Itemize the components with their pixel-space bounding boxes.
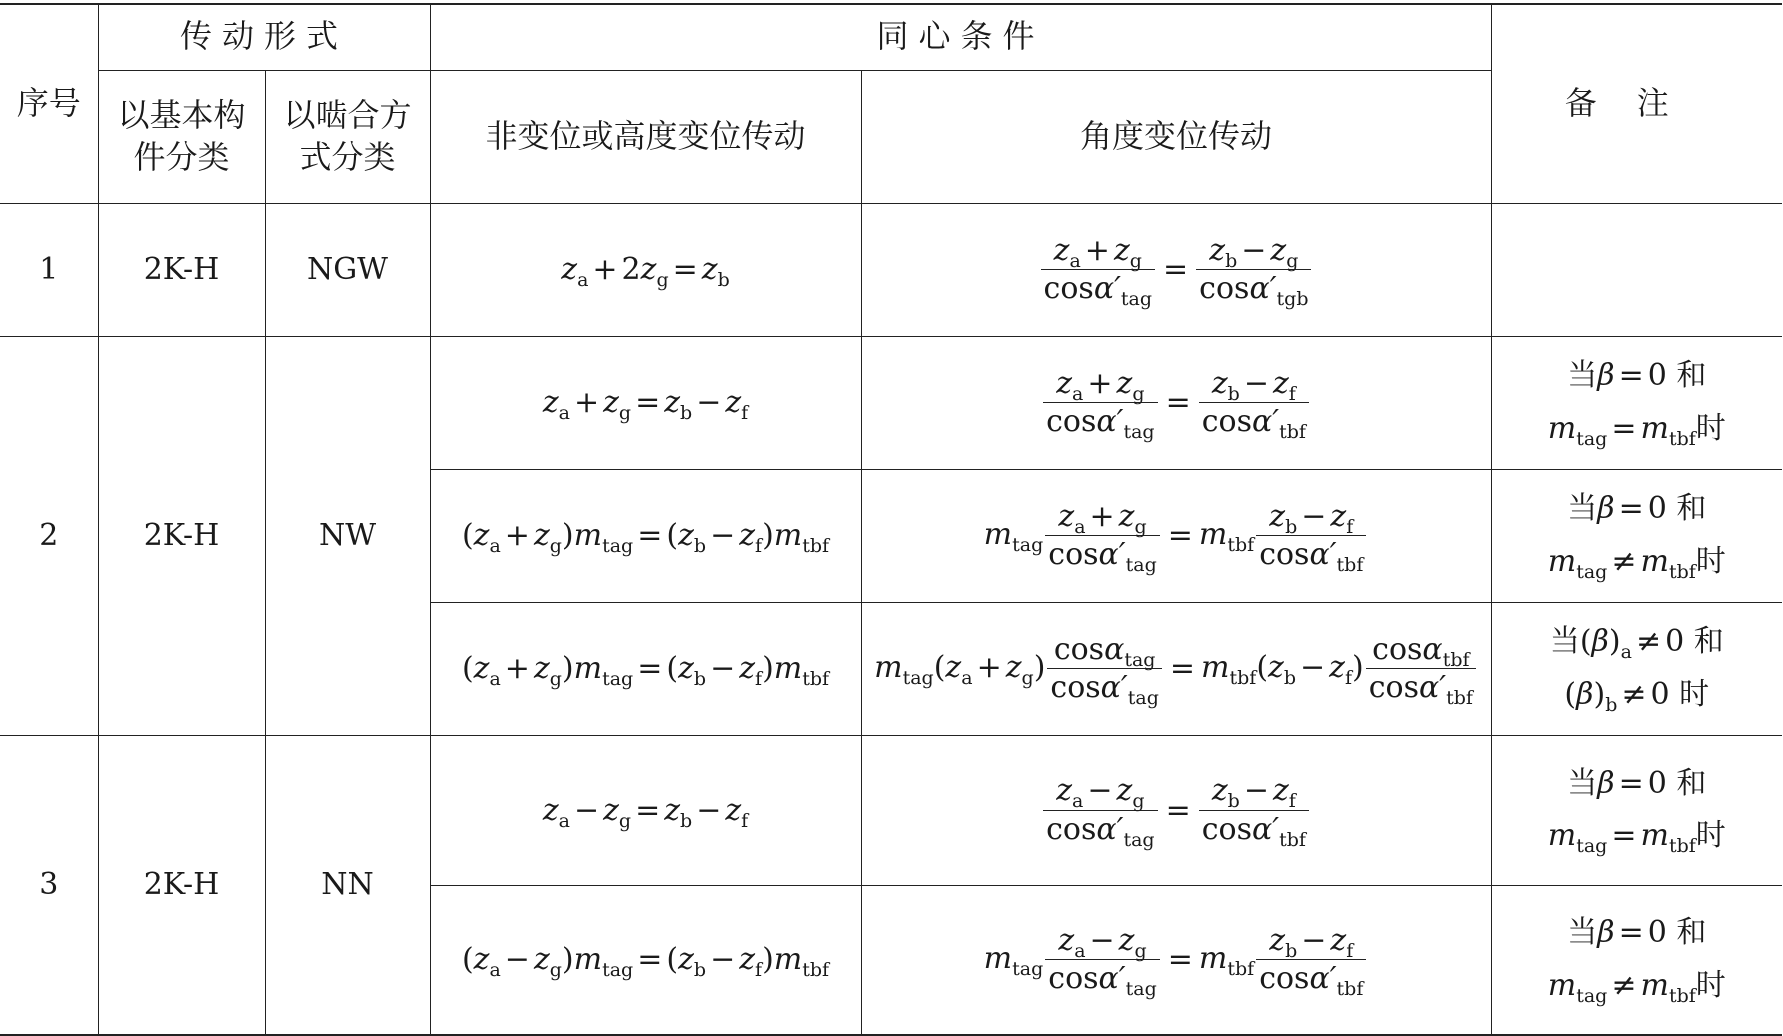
row2a-formula-angle bbox=[861, 336, 1491, 469]
row2-seq: 2 bbox=[0, 336, 98, 735]
header-seq: 序号 bbox=[0, 4, 98, 203]
row3a-formula-nonshift bbox=[430, 735, 861, 885]
formula: $(z_a + z_g)m_{tag} = (z_b - z_f)m_{tbf}$ bbox=[461, 518, 830, 557]
row2a-formula-nonshift bbox=[430, 336, 861, 469]
concentric-condition-table bbox=[0, 3, 1782, 1036]
row1-seq: 1 bbox=[0, 203, 98, 336]
header-by-mesh bbox=[265, 70, 430, 203]
row2c-formula-nonshift bbox=[430, 602, 861, 735]
row1-formula-nonshift bbox=[430, 203, 861, 336]
formula: $m_{tag}(z_a + z_g)$ $\frac{\cos\alpha_{tag}}{\cos\alpha'_{tag}}$ = $m_{tbf}(z_b - z_f)$ $\frac{\cos\alpha_{tbf}}{\cos\alpha'_{tbf}}$ bbox=[874, 650, 1478, 685]
formula: $\frac{z_a + z_g}{\cos\alpha'_{tag}}$ = $\frac{z_b - z_f}{\cos\alpha'_{tbf}}$ bbox=[1041, 384, 1311, 419]
row3b-formula-angle bbox=[861, 885, 1491, 1035]
row2a-remarks: 当β = 0 和 $m_{tag} = m_{tbf}$时 bbox=[1491, 336, 1782, 469]
row2b-formula-angle bbox=[861, 469, 1491, 602]
row3a-formula-angle bbox=[861, 735, 1491, 885]
header-by-basic-member-line2: 件分类 bbox=[133, 137, 230, 176]
formula: $(z_a + z_g)m_{tag} = (z_b - z_f)m_{tbf}$ bbox=[461, 651, 830, 690]
formula: $(z_a - z_g)m_{tag} = (z_b - z_f)m_{tbf}$ bbox=[461, 942, 830, 982]
header-by-basic-member-line1: 以基本构 bbox=[117, 95, 246, 134]
row2b-remarks: 当β = 0 和 $m_{tag} \ne m_{tbf}$时 bbox=[1491, 469, 1782, 602]
header-transmission-form: 传动形式 bbox=[98, 4, 430, 70]
row2b-formula-nonshift bbox=[430, 469, 861, 602]
row1-formula-angle bbox=[861, 203, 1491, 336]
header-non-shift: 非变位或高度变位传动 bbox=[430, 70, 861, 203]
row2c-formula-angle bbox=[861, 602, 1491, 735]
row2-mesh: NW bbox=[265, 336, 430, 735]
row3b-remarks: 当β = 0 和 $m_{tag} \ne m_{tbf}$时 bbox=[1491, 885, 1782, 1035]
header-remarks: 备注 bbox=[1491, 4, 1782, 203]
row2c-remarks: 当$(\beta)_a \ne 0$ 和 $(\beta)_b \ne 0$ 时 bbox=[1491, 602, 1782, 735]
header-by-basic-member bbox=[98, 70, 265, 203]
header-concentric: 同心条件 bbox=[430, 4, 1491, 70]
row3-seq: 3 bbox=[0, 735, 98, 1035]
formula: $z_a - z_g = z_b - z_f$ bbox=[542, 792, 749, 832]
header-by-mesh-line2: 式分类 bbox=[299, 137, 396, 176]
formula: $\frac{z_a - z_g}{\cos\alpha'_{tag}}$ = $\frac{z_b - z_f}{\cos\alpha'_{tbf}}$ bbox=[1041, 791, 1311, 826]
header-by-mesh-line1: 以啮合方 bbox=[283, 95, 412, 134]
row3b-formula-nonshift bbox=[430, 885, 861, 1035]
row3-member: 2K-H bbox=[98, 735, 265, 1035]
formula: $m_{tag}$ $\frac{z_a - z_g}{\cos\alpha'_{tag}}$ = $m_{tbf}$ $\frac{z_b - z_f}{\cos\alpha'_{tbf}}$ bbox=[984, 941, 1369, 976]
row1-mesh: NGW bbox=[265, 203, 430, 336]
formula: $\frac{z_a + z_g}{\cos\alpha'_{tag}}$ = $\frac{z_b - z_g}{\cos\alpha'_{tgb}}$ bbox=[1039, 251, 1314, 286]
formula: $m_{tag}$ $\frac{z_a + z_g}{\cos\alpha'_{tag}}$ = $m_{tbf}$ $\frac{z_b - z_f}{\cos\alpha'_{tbf}}$ bbox=[984, 517, 1369, 552]
row3-mesh: NN bbox=[265, 735, 430, 1035]
formula: $z_a + 2z_g = z_b$ bbox=[561, 252, 730, 291]
row3a-remarks: 当β = 0 和 $m_{tag} = m_{tbf}$时 bbox=[1491, 735, 1782, 885]
row2-member: 2K-H bbox=[98, 336, 265, 735]
row1-remarks bbox=[1491, 203, 1782, 336]
row1-member: 2K-H bbox=[98, 203, 265, 336]
header-angle-shift: 角度变位传动 bbox=[861, 70, 1491, 203]
formula: $z_a + z_g = z_b - z_f$ bbox=[542, 385, 749, 424]
